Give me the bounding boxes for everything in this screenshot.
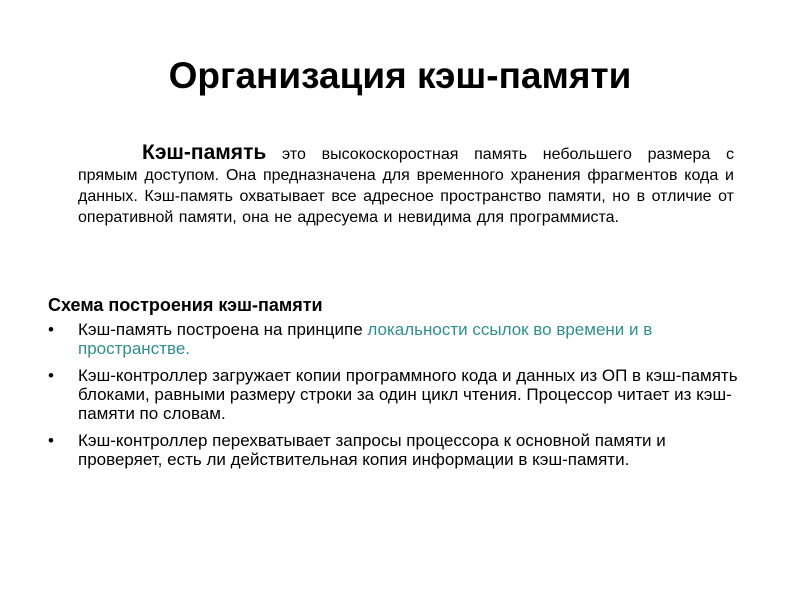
bullet-text: Кэш-контроллер перехватывает запросы процессора к основной памяти и проверяет, есть ли действительная копия информации в кэш-памяти. xyxy=(78,431,666,469)
section-heading: Схема построения кэш-памяти xyxy=(48,295,323,315)
bullet-icon: • xyxy=(48,366,54,385)
bullet-text: Кэш-память построена на принципе xyxy=(78,320,368,339)
bullet-item xyxy=(48,320,753,358)
bullet-highlight-text: локальности ссылок во времени и в пространстве. xyxy=(78,320,653,358)
bullet-icon: • xyxy=(48,431,54,450)
bullet-item xyxy=(48,366,753,423)
bullet-item xyxy=(48,431,753,469)
bullet-list xyxy=(48,320,753,477)
slide-title: Организация кэш-памяти xyxy=(168,55,632,96)
bullet-text: Кэш-контроллер загружает копии программного кода и данных из ОП в кэш-память блоками, равными размеру строки за один цикл чтения. Процессор читает из кэш-памяти по словам. xyxy=(78,366,738,423)
definition-term: Кэш-память xyxy=(142,141,267,164)
bullet-icon: • xyxy=(48,320,54,339)
definition-paragraph xyxy=(78,142,734,228)
definition-text: это высокоскоростная память небольшего размера с прямым доступом. Она предназначена для временного хранения фрагментов кода и данных. Кэш-память охватывает все адресное пространство памяти, но в отличие от оперативной памяти, она не адресуема и невидима для программиста. xyxy=(78,146,734,226)
